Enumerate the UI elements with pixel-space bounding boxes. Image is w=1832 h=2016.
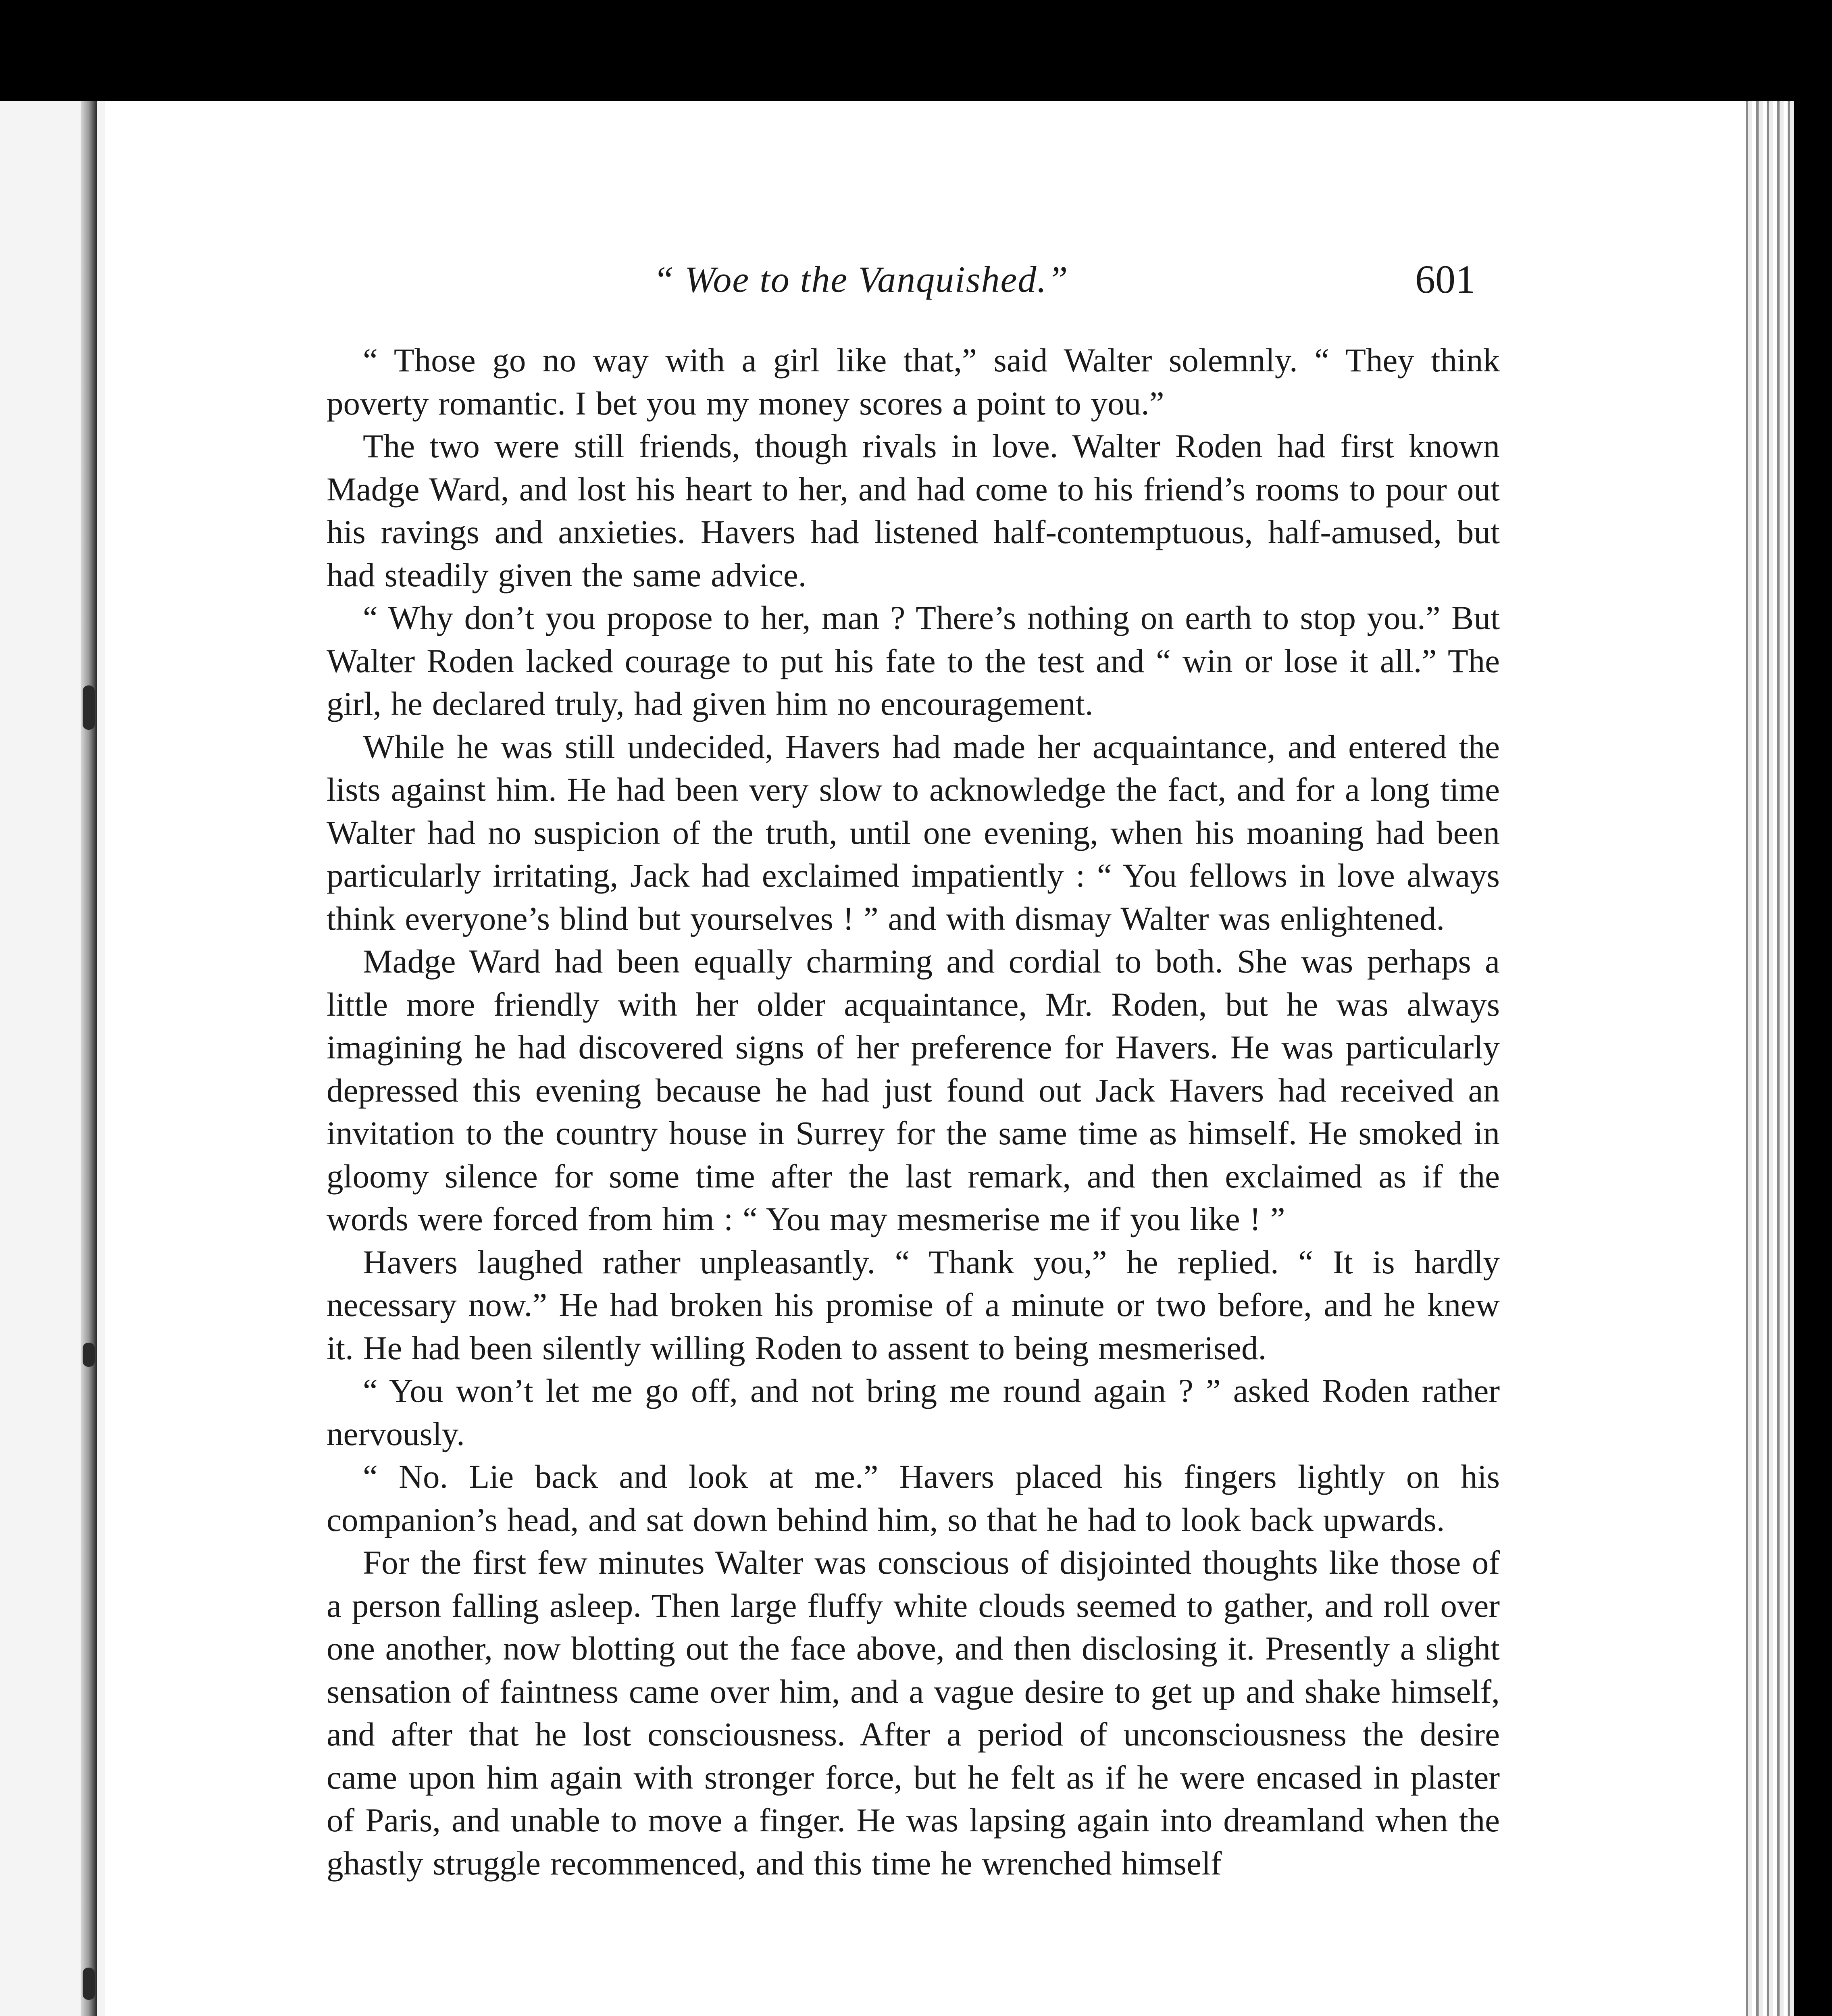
gutter-mark	[83, 685, 95, 730]
paragraph: Madge Ward had been equally charming and cordial to both. She was perhaps a little more friendly with her older acquaintance, Mr. Roden, but he was always imagining he had discovered signs of her preference for Havers. He was particularly depressed this evening because he had just found out Jack Havers had received an invitation to the country house in Surrey for the same time as himself. He smoked in gloomy silence for some time after the last remark, and then exclaimed as if the words were forced from him : “ You may mesmerise me if you like ! ”	[327, 943, 1500, 1237]
paragraph: Havers laughed rather unpleasantly. “ Thank you,” he replied. “ It is hardly necessary now.” He had broken his promise of a minute or two before, and he knew it. He had been silently willing Roden to assent to being mesmerised.	[327, 1243, 1500, 1366]
book-gutter	[81, 101, 97, 2016]
paragraph: “ Those go no way with a girl like that,” said Walter solemnly. “ They think poverty romantic. I bet you my money scores a point to you.”	[327, 342, 1500, 422]
paragraph: For the first few minutes Walter was conscious of disjointed thoughts like those of a person falling asleep. Then large fluffy white clouds seemed to gather, and roll over one another, now blotting out the face above, and then disclosing it. Presently a slight sensation of faintness came over him, and a vague desire to get up and shake himself, and after that he lost consciousness. After a period of unconsciousness the desire came upon him again with stronger force, but he felt as if he were encased in plaster of Paris, and unable to move a finger. He was lapsing again into dreamland when the ghastly struggle recommenced, and this time he wrenched himself	[327, 1544, 1500, 1882]
paragraph: “ You won’t let me go off, and not bring me round again ? ” asked Roden rather nervously.	[327, 1372, 1500, 1452]
running-title: “ Woe to the Vanquished.”	[653, 259, 1069, 300]
paragraph: “ No. Lie back and look at me.” Havers placed his fingers lightly on his companion’s head, and sat down behind him, so that he had to look back upwards.	[327, 1458, 1500, 1538]
paragraph: While he was still undecided, Havers had made her acquaintance, and entered the lists against him. He had been very slow to acknowledge the fact, and for a long time Walter had no suspicion of the truth, until one evening, when his moaning had been particularly irritating, Jack had exclaimed impatiently : “ You fellows in love always think everyone’s blind but yourselves ! ” and with dismay Walter was enlightened.	[327, 728, 1500, 937]
page-stack-edge	[1742, 101, 1794, 2016]
paragraph: “ Why don’t you propose to her, man ? There’s nothing on earth to stop you.” But Walter Roden lacked courage to put his fate to the test and “ win or lose it all.” The girl, he declared truly, had given him no encouragement.	[327, 599, 1500, 722]
gutter-mark	[83, 1968, 95, 2000]
page-number: 601	[1415, 257, 1476, 302]
paragraph: The two were still friends, though rivals in love. Walter Roden had first known Madge Ward, and lost his heart to her, and had come to his friend’s rooms to pour out his ravings and anxieties. Havers had listened half-contemptuous, half-amused, but had steadily given the same advice.	[327, 427, 1500, 594]
gutter-mark	[83, 1343, 95, 1367]
body-text	[327, 339, 1500, 1885]
